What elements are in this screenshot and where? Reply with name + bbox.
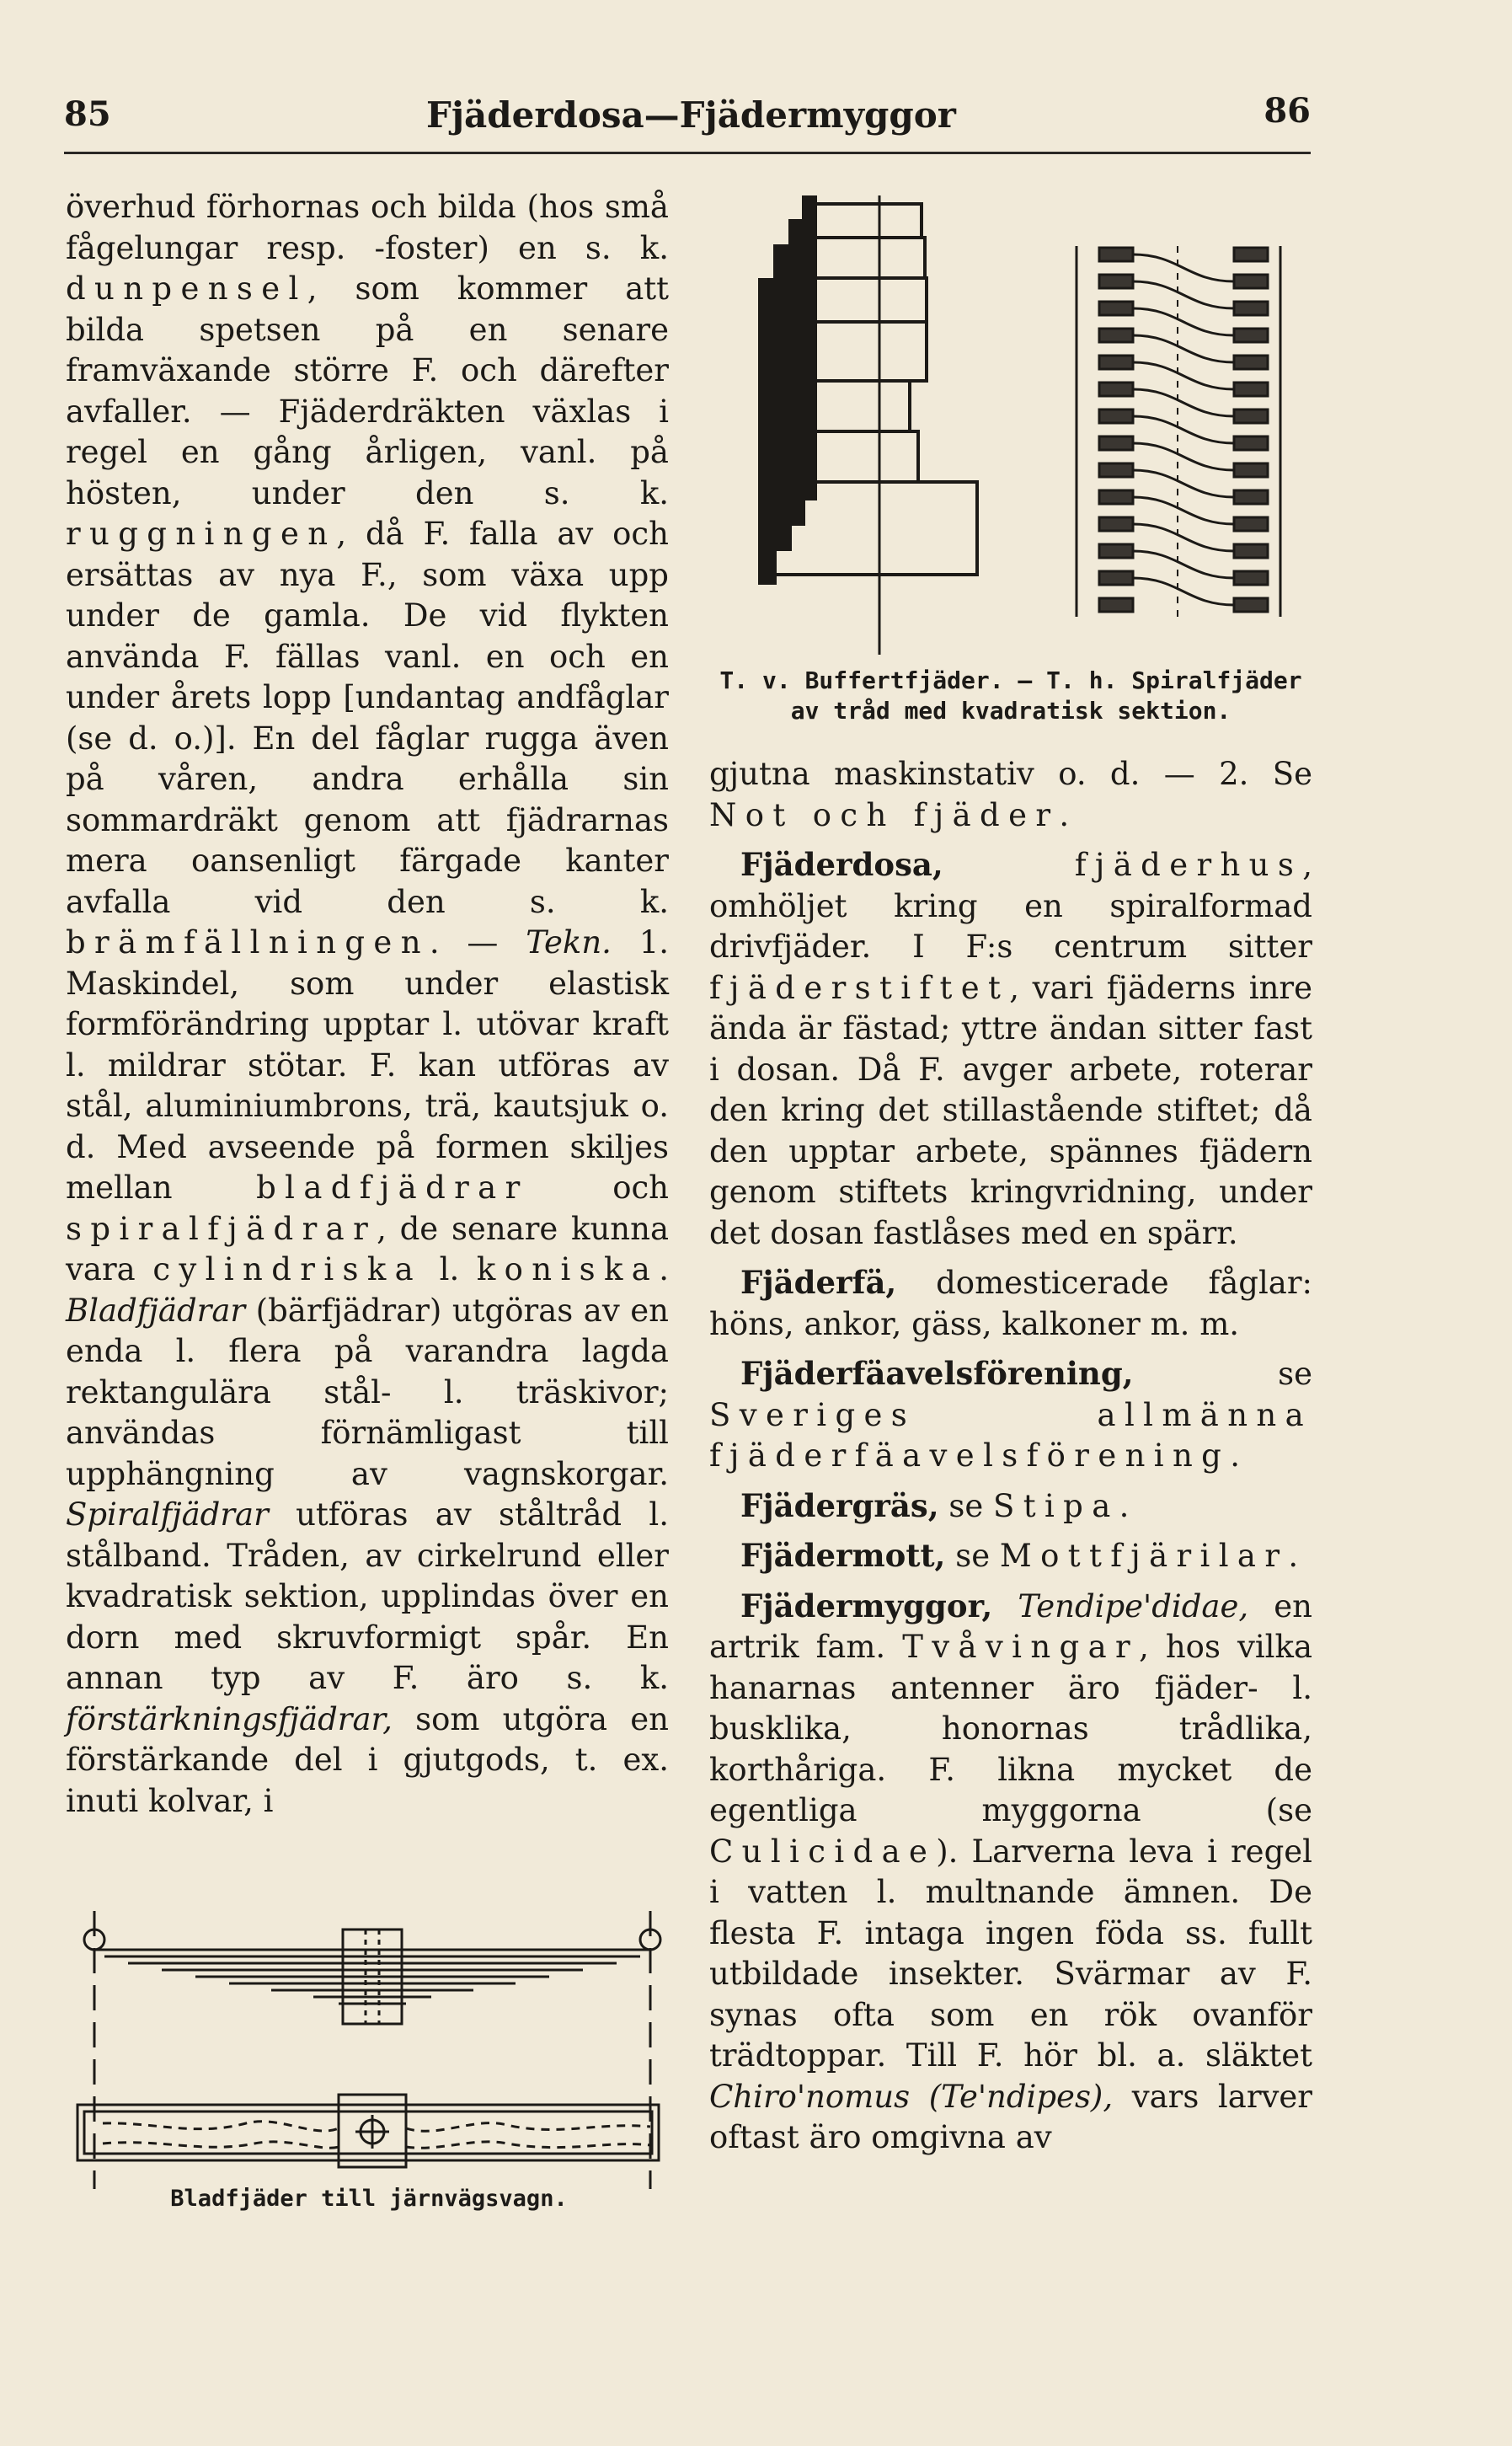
entry-headword: Fjäderfä, bbox=[740, 1264, 897, 1301]
running-title: Fjäderdosa—Fjädermyggor bbox=[426, 94, 956, 136]
entry-headword: Fjädergräs, bbox=[740, 1486, 939, 1524]
buffer-spring-drawing bbox=[758, 195, 977, 655]
continuation-paragraph: gjutna maskinstativ o. d. — 2. Se Not och fjäder. bbox=[709, 756, 1312, 833]
page-number-right: 86 bbox=[1264, 91, 1311, 131]
tekn-label: Tekn. bbox=[526, 924, 612, 961]
entry-fjadermyggor: Fjädermyggor, Tendipe'didae, en artrik fam. Tvåvingar, hos vilka hanarnas antenner äro fjäder- l. busklika, honornas trådlika, korthåriga. F. likna mycket de egentliga myggorna (se Culicidae). Larverna leva i regel i vatten l. multnande ämnen. De flesta F. intaga ingen föda ss. fullt utbildade insekter. Svärmar av F. synas ofta som en rök ovanför trädtoppar. Till F. hör bl. a. släktet Chiro'nomus (Te'ndipes), vars larver oftast äro omgivna av bbox=[709, 1587, 1313, 2155]
leaf-spring-caption: Bladfjäder till järnvägsvagn. bbox=[170, 2186, 568, 2212]
entry-headword: Fjäderfäavelsförening, bbox=[740, 1355, 1134, 1392]
right-column bbox=[709, 754, 1312, 2159]
leaf-spring-figure bbox=[69, 1911, 669, 2202]
entry-fjaderdosa: Fjäderdosa, fjäderhus, omhöljet kring en spiralformad drivfjäder. I F:s centrum sitter fjäderstiftet, vari fjäderns inre ända är fästad; yttre ändan sitter fast i dosan. Då F. avger arbete, roterar den kring det stillastående stiftet; då den upptar arbete, spännes fjädern genom stiftets kringvridning, under det dosan fastlåses med en spärr. bbox=[709, 846, 1312, 1251]
page-number-left: 85 bbox=[64, 94, 111, 134]
left-paragraph-1: överhud förhornas och bilda (hos små fågelungar resp. -foster) en s. k. dunpensel, som kommer att bilda spetsen på en senare framväxande större F. och därefter avfaller. — Fjäderdräkten växlas i regel en gång årligen, vanl. på hösten, under den s. k. ruggningen, då F. falla av och ersättas av nya F., som växa upp under de gamla. De vid flykten använda F. fällas vanl. en och en under årets lopp [undantag andfåglar (se d. o.)]. En del fåglar rugga även på våren, andra erhålla sin sommardräkt genom att fjädrarnas mera oansenligt färgade kanter avfalla vid den s. k. brämfällningen. — Tekn. 1. Maskindel, som under elastisk formförändring upptar l. utövar kraft l. mildrar stötar. F. kan utföras av stål, aluminiumbrons, trä, kautsjuk o. d. Med avseende på formen skiljes mellan bladfjädrar och spiralfjädrar, de senare kunna vara cylindriska l. koniska. Bladfjädrar (bärfjädrar) utgöras av en enda l. flera på varandra lagda rektangulära stål- l. träskivor; användas förnämligast till upphängning av vagnskorgar. Spiralfjädrar utföras av ståltråd l. stålband. Tråden, av cirkelrund eller kvadratisk sektion, upplindas över en dorn med skruvformigt spår. En annan typ av F. äro s. k. förstärkningsfjädrar, som utgöra en förstärkande del i gjutgods, t. ex. inuti kolvar, i bbox=[66, 189, 670, 1819]
header-rule bbox=[64, 152, 1311, 154]
leaf-spring-drawing bbox=[77, 1911, 660, 2189]
entry-fjaderfaavelsforening: Fjäderfäavelsförening, se Sveriges allmänna fjäderfäavelsförening. bbox=[709, 1355, 1312, 1474]
page-header bbox=[64, 91, 1311, 153]
entry-fjadergras: Fjädergräs, se Stipa. bbox=[740, 1486, 1130, 1524]
left-column bbox=[66, 187, 669, 1822]
entry-fjaderfa: Fjäderfä, domesticerade fåglar: höns, ankor, gäss, kalkoner m. m. bbox=[709, 1264, 1312, 1342]
entry-headword: Fjädermott, bbox=[740, 1537, 946, 1574]
entry-headword: Fjädermyggor, bbox=[740, 1587, 993, 1624]
entry-fjadermott: Fjädermott, se Mottfjärilar. bbox=[740, 1537, 1299, 1574]
buffer-and-spiral-spring-figure bbox=[758, 195, 1297, 667]
spiral-spring-drawing bbox=[1077, 246, 1280, 617]
entry-headword: Fjäderdosa, bbox=[740, 846, 943, 883]
spring-figure-caption: T. v. Buffertfjäder. — T. h. Spiralfjäder av tråd med kvadratisk sektion. bbox=[719, 666, 1302, 725]
